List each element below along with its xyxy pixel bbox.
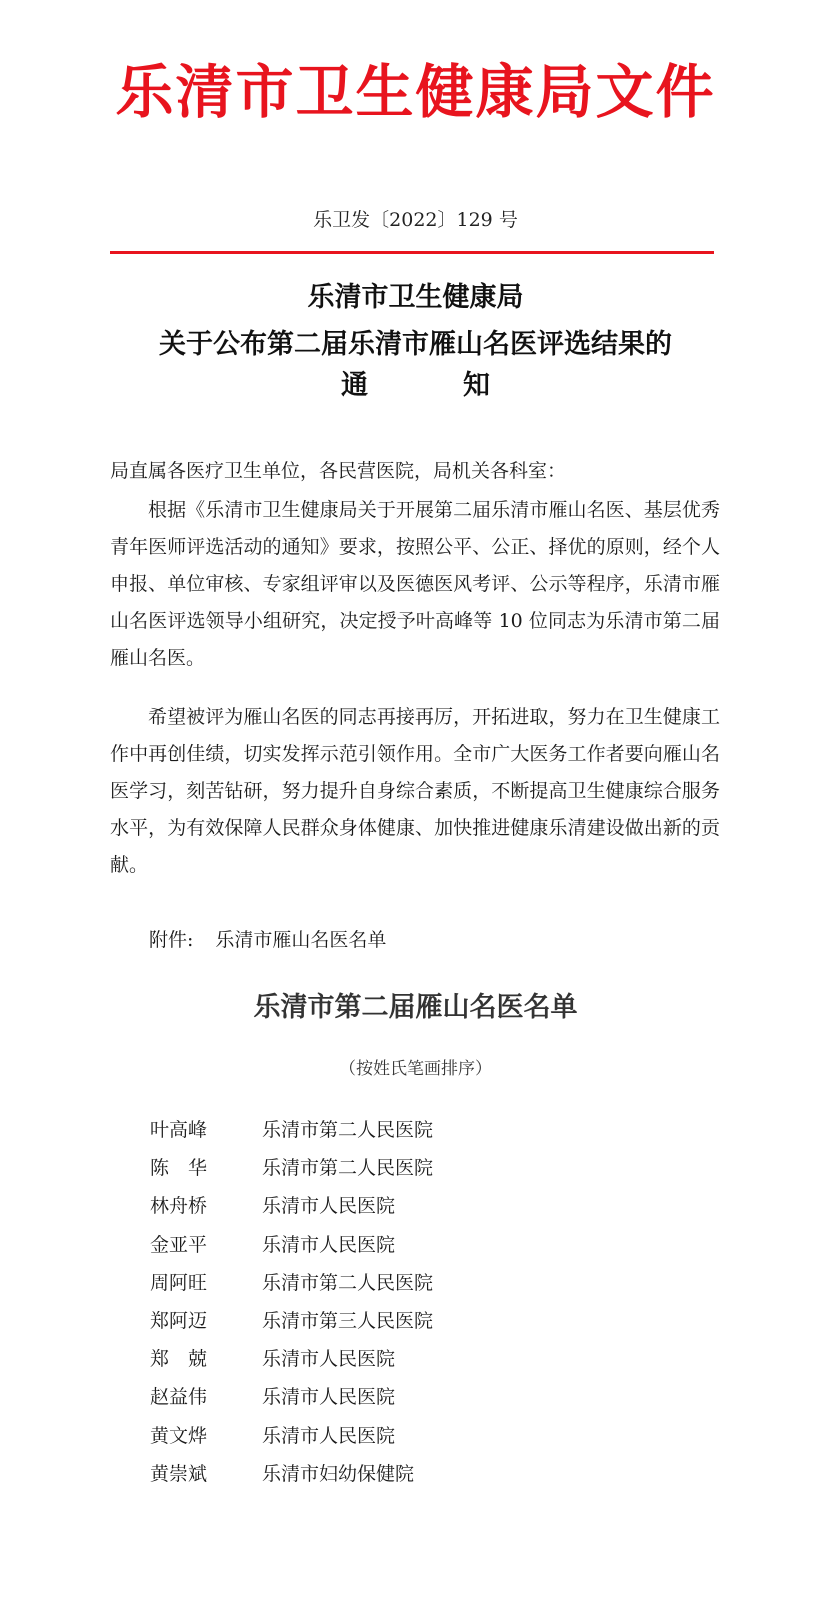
roster-list — [150, 1113, 650, 1495]
attachment-line — [149, 922, 386, 959]
notice-title-line3 — [0, 366, 831, 406]
notice-title-line2: 关于公布第二届乐清市雁山名医评选结果的 — [159, 329, 672, 360]
doctor-hospital: 乐清市人民医院 — [262, 1424, 396, 1447]
roster-subtitle: （按姓氏笔画排序） — [339, 1059, 492, 1079]
doctor-hospital: 乐清市人民医院 — [262, 1348, 396, 1371]
doctor-hospital: 乐清市第二人民医院 — [262, 1271, 434, 1294]
doctor-hospital: 乐清市第二人民医院 — [262, 1157, 434, 1180]
roster-title: 乐清市第二届雁山名医名单 — [253, 992, 578, 1023]
agency-header-title: 乐清市卫生健康局文件 — [115, 58, 716, 126]
document-number: 乐卫发〔2022〕129 号 — [313, 209, 518, 231]
attachment-name: 乐清市雁山名医名单 — [215, 929, 387, 951]
doctor-name: 陈 华 — [150, 1157, 208, 1180]
doctor-hospital: 乐清市第三人民医院 — [262, 1309, 434, 1332]
red-divider-line — [110, 251, 714, 254]
roster-row — [150, 1380, 650, 1418]
attachment-label: 附件: — [149, 929, 194, 951]
doctor-name: 周阿旺 — [150, 1271, 208, 1294]
roster-row — [150, 1457, 650, 1495]
body-paragraph-1: 根据《乐清市卫生健康局关于开展第二届乐清市雁山名医、基层优秀青年医师评选活动的通知》要求，按照公平、公正、择优的原则，经个人申报、单位审核、专家组评审以及医德医风考评、公示等程序，乐清市雁山名医评选领导小组研究，决定授予叶高峰等 10 位同志为乐清市第二届雁山名医。 — [110, 499, 720, 669]
roster-row — [150, 1151, 650, 1189]
body-paragraph-2: 希望被评为雁山名医的同志再接再厉，开拓进取，努力在卫生健康工作中再创佳绩，切实发挥示范引领作用。全市广大医务工作者要向雁山名医学习，刻苦钻研，努力提升自身综合素质，不断提高卫生健康综合服务水平，为有效保障人民群众身体健康、加快推进健康乐清建设做出新的贡献。 — [110, 706, 720, 876]
doctor-name: 金亚平 — [150, 1233, 208, 1256]
doctor-name: 郑 兢 — [150, 1348, 208, 1371]
doctor-name: 赵益伟 — [150, 1386, 208, 1409]
doctor-hospital: 乐清市人民医院 — [262, 1195, 396, 1218]
doctor-hospital: 乐清市妇幼保健院 — [262, 1462, 415, 1485]
doctor-name: 郑阿迈 — [150, 1309, 208, 1332]
roster-row — [150, 1266, 650, 1304]
notice-title-char-b: 知 — [463, 370, 490, 401]
doctor-hospital: 乐清市第二人民医院 — [262, 1119, 434, 1141]
roster-row — [150, 1113, 650, 1151]
doctor-name: 林舟桥 — [150, 1195, 208, 1218]
doctor-hospital: 乐清市人民医院 — [262, 1233, 396, 1256]
doctor-name: 叶高峰 — [150, 1119, 208, 1141]
roster-row — [150, 1189, 650, 1227]
notice-title-char-a: 通 — [341, 370, 368, 401]
doctor-name: 黄崇斌 — [150, 1462, 208, 1485]
roster-row — [150, 1342, 650, 1380]
roster-row — [150, 1419, 650, 1457]
doctor-hospital: 乐清市人民医院 — [262, 1386, 396, 1409]
roster-row — [150, 1304, 650, 1342]
notice-title-line1: 乐清市卫生健康局 — [307, 282, 524, 313]
salutation: 局直属各医疗卫生单位，各民营医院，局机关各科室： — [110, 460, 567, 482]
roster-row — [150, 1228, 650, 1266]
doctor-name: 黄文烨 — [150, 1424, 208, 1447]
